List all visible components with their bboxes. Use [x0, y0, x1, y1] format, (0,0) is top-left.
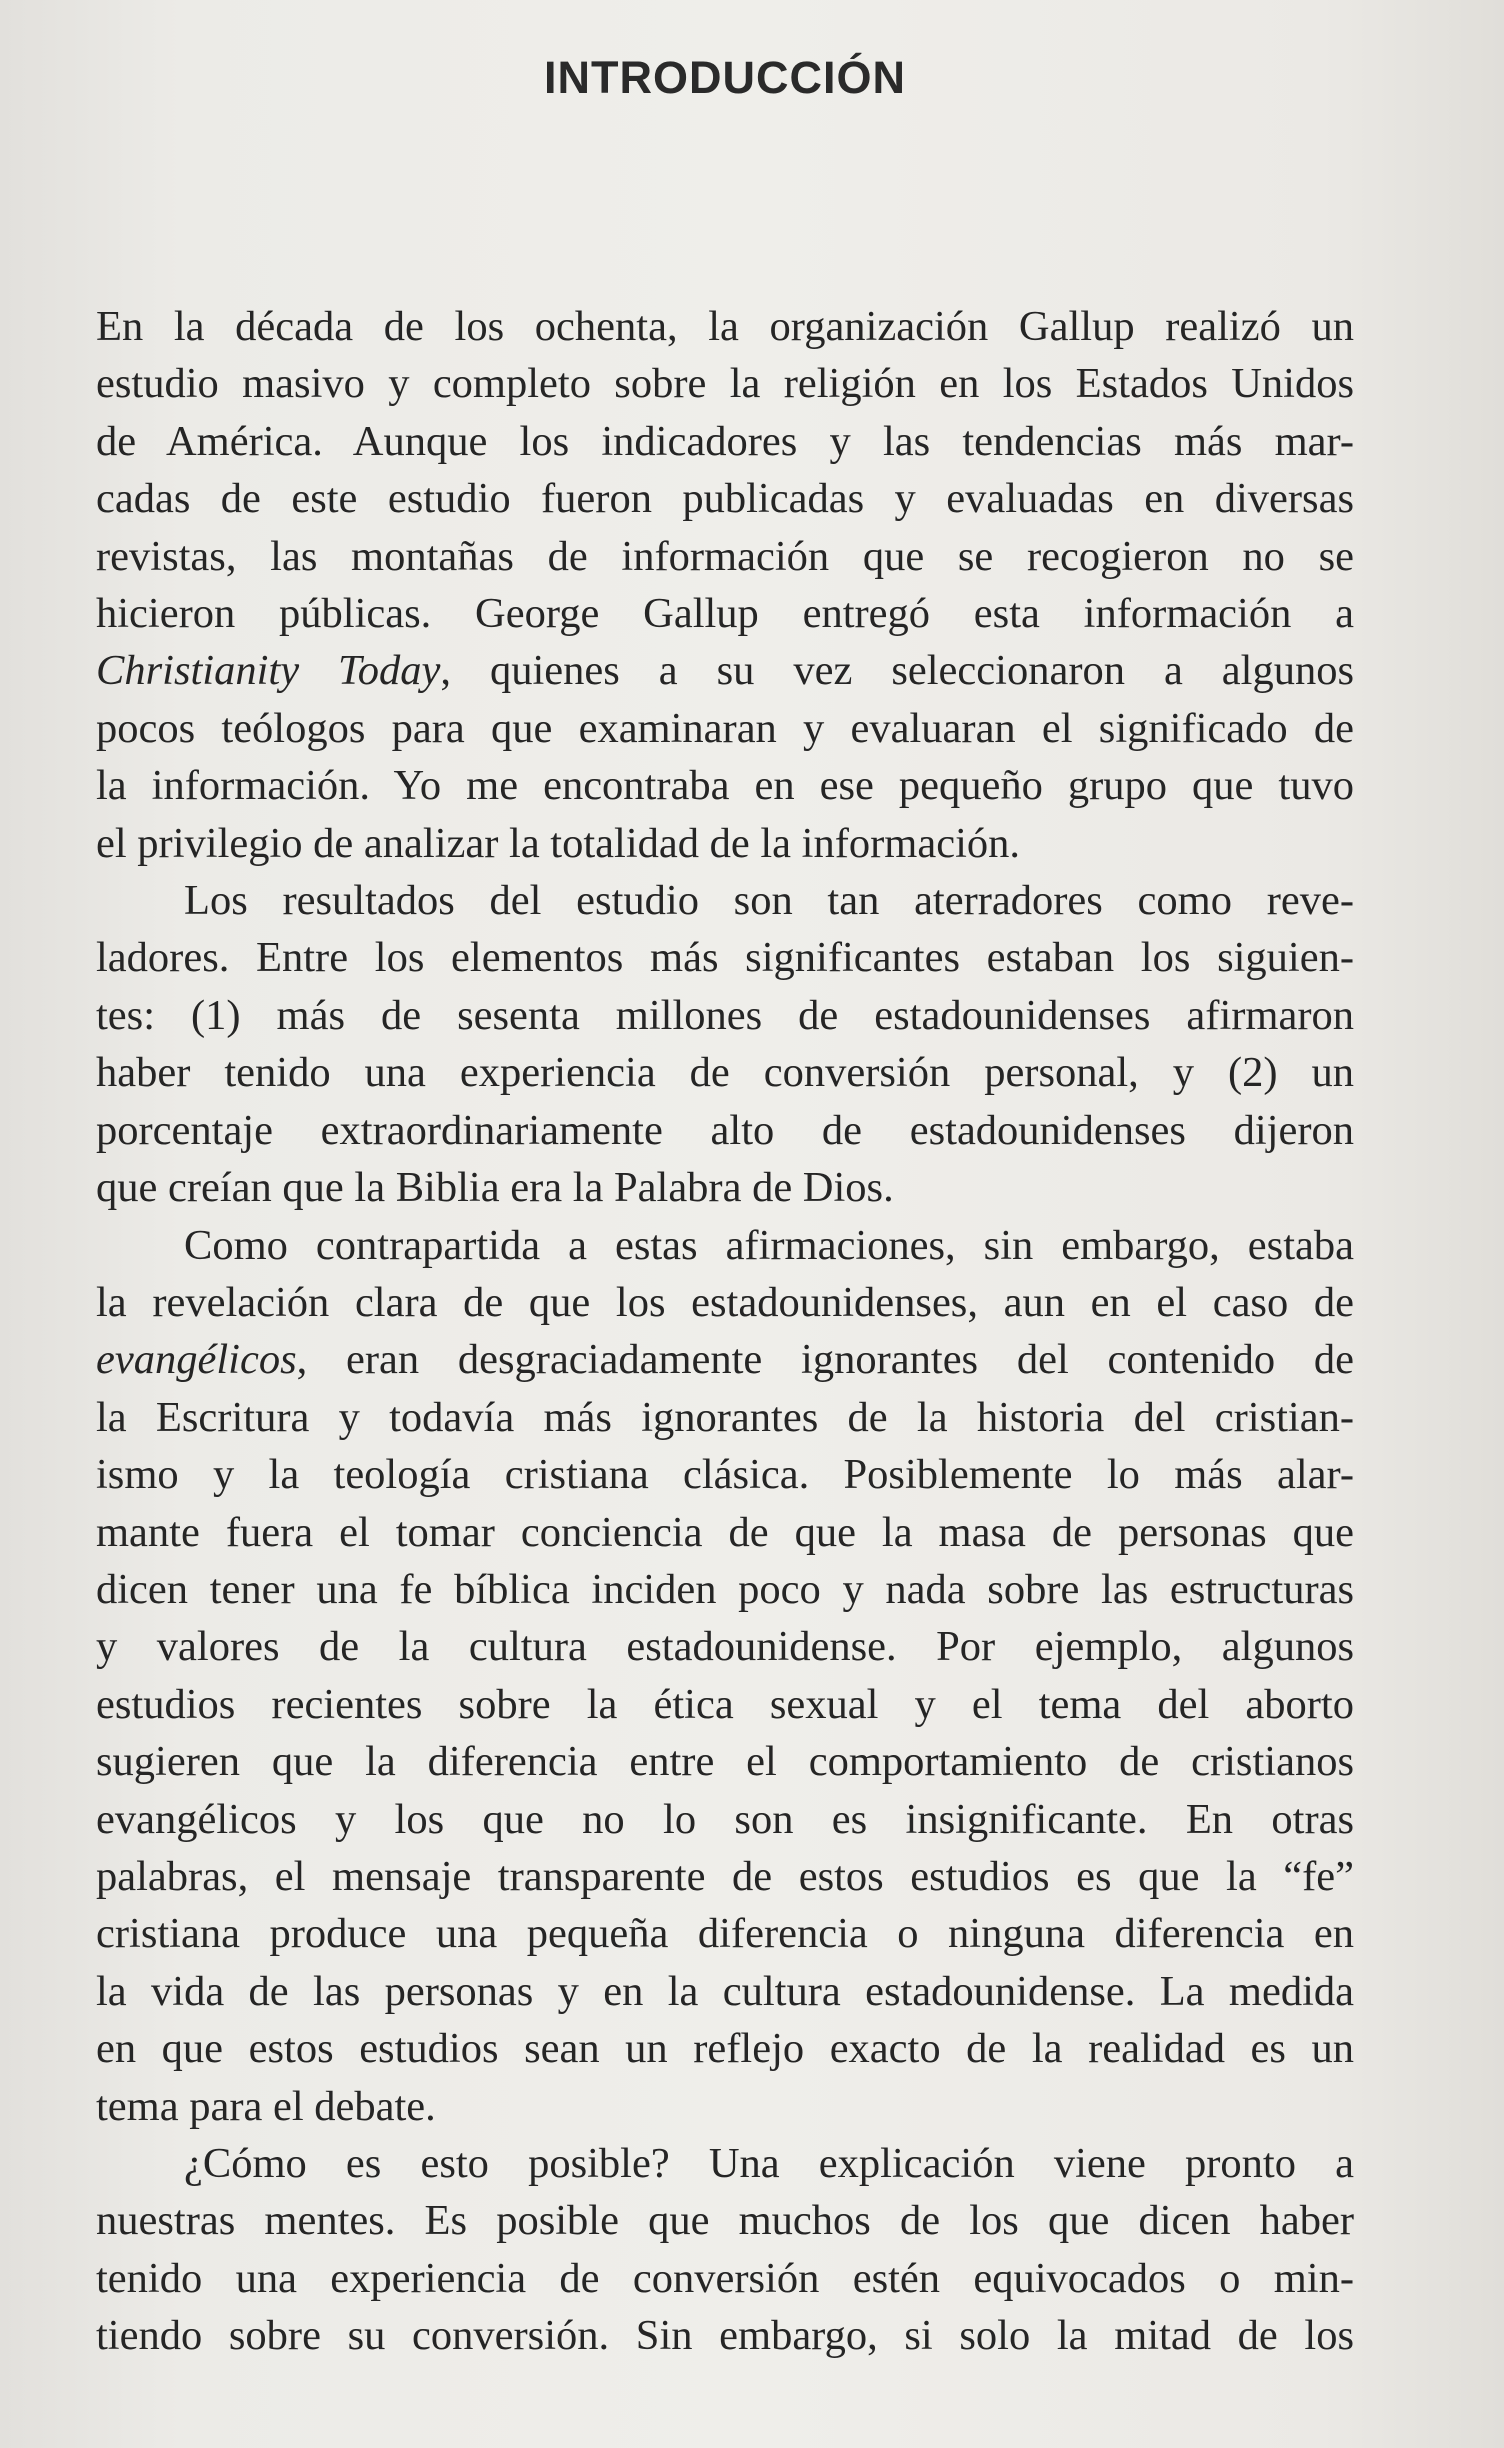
- text-line: la revelación clara de que los estadounidenses, aun en el caso de: [96, 1278, 1354, 1326]
- text-line-with-italic: [96, 1331, 1354, 1388]
- chapter-heading: INTRODUCCIÓN: [544, 52, 906, 103]
- text-line: y valores de la cultura estadounidense. Por ejemplo, algunos: [96, 1623, 1354, 1671]
- paragraph-2: [96, 872, 1354, 1216]
- paragraph-3: [96, 1217, 1354, 2136]
- text-line: hicieron públicas. George Gallup entregó esta información a: [96, 590, 1354, 638]
- text-fragment: , quienes a su vez seleccionaron a algunos: [440, 647, 1354, 695]
- text-line: mante fuera el tomar conciencia de que la masa de personas que: [96, 1508, 1354, 1556]
- italic-word: evangélicos: [96, 1336, 297, 1384]
- text-line: la vida de las personas y en la cultura estadounidense. La medida: [96, 1967, 1354, 2015]
- text-line-with-title: [96, 642, 1354, 699]
- text-line: ¿Cómo es esto posible? Una explicación viene pronto a: [184, 2140, 1354, 2187]
- text-line: En la década de los ochenta, la organización Gallup realizó un: [96, 303, 1354, 350]
- text-line: sugieren que la diferencia entre el comportamiento de cristianos: [96, 1738, 1354, 1786]
- text-line: revistas, las montañas de información que se recogieron no se: [96, 532, 1354, 580]
- text-line: evangélicos y los que no lo son es insignificante. En otras: [96, 1795, 1354, 1843]
- body-text: [96, 298, 1354, 2365]
- text-line: el privilegio de analizar la totalidad de la información.: [96, 819, 1021, 867]
- text-line: de América. Aunque los indicadores y las tendencias más mar-: [96, 417, 1354, 465]
- paragraph-4: [96, 2135, 1354, 2365]
- text-line: palabras, el mensaje transparente de estos estudios es que la “fe”: [96, 1852, 1354, 1900]
- text-line: Los resultados del estudio son tan aterradores como reve-: [184, 877, 1354, 925]
- text-line: estudio masivo y completo sobre la religión en los Estados Unidos: [96, 360, 1354, 408]
- paragraph-1: [96, 298, 1354, 872]
- text-line: tema para el debate.: [96, 2082, 436, 2130]
- text-line: estudios recientes sobre la ética sexual y el tema del aborto: [96, 1680, 1354, 1728]
- text-line: cadas de este estudio fueron publicadas y evaluadas en diversas: [96, 475, 1354, 523]
- text-line: que creían que la Biblia era la Palabra de Dios.: [96, 1164, 894, 1212]
- publication-title: Christianity Today: [96, 647, 441, 695]
- text-line: tes: (1) más de sesenta millones de estadounidenses afirmaron: [96, 991, 1354, 1039]
- text-fragment: , eran desgraciadamente ignorantes del contenido de: [296, 1336, 1354, 1384]
- text-line: la Escritura y todavía más ignorantes de la historia del cristian-: [96, 1393, 1354, 1441]
- text-line: dicen tener una fe bíblica inciden poco y nada sobre las estructuras: [96, 1565, 1354, 1613]
- text-line: tiendo sobre su conversión. Sin embargo, si solo la mitad de los: [96, 2312, 1354, 2360]
- text-line: cristiana produce una pequeña diferencia o ninguna diferencia en: [96, 1910, 1354, 1958]
- text-line: pocos teólogos para que examinaran y evaluaran el significado de: [96, 704, 1354, 752]
- text-line: ismo y la teología cristiana clásica. Posiblemente lo más alar-: [96, 1451, 1354, 1499]
- text-line: la información. Yo me encontraba en ese pequeño grupo que tuvo: [96, 762, 1354, 810]
- text-line: en que estos estudios sean un reflejo exacto de la realidad es un: [96, 2025, 1354, 2073]
- text-line: tenido una experiencia de conversión estén equivocados o min-: [96, 2254, 1354, 2302]
- text-line: nuestras mentes. Es posible que muchos de los que dicen haber: [96, 2197, 1354, 2245]
- text-line: Como contrapartida a estas afirmaciones, sin embargo, estaba: [184, 1221, 1354, 1269]
- text-line: haber tenido una experiencia de conversión personal, y (2) un: [96, 1049, 1354, 1097]
- text-line: ladores. Entre los elementos más significantes estaban los siguien-: [96, 934, 1354, 982]
- text-line: porcentaje extraordinariamente alto de estadounidenses dijeron: [96, 1106, 1354, 1154]
